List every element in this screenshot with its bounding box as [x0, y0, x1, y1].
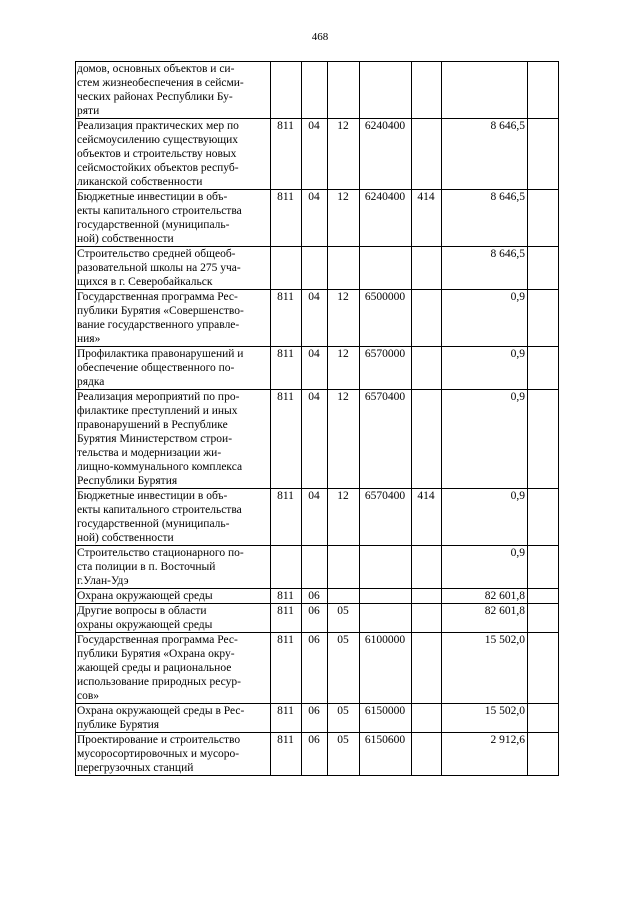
extra-cell: [528, 62, 559, 119]
extra-cell: [528, 247, 559, 290]
grbs-code-cell: [271, 290, 302, 347]
amount-cell: [442, 247, 528, 290]
item-name-cell: [76, 247, 271, 290]
amount-text: 15 502,0: [484, 705, 525, 717]
amount-cell: [442, 704, 528, 733]
subsection-code-cell: [328, 347, 360, 390]
subsection-code-cell: [328, 589, 360, 604]
amount-text: 8 646,5: [490, 248, 525, 260]
grbs-code-text: 811: [277, 490, 294, 502]
expense-type-cell: [412, 390, 442, 489]
grbs-code-cell: [271, 546, 302, 589]
table-row: [76, 633, 559, 704]
subsection-code-text: 12: [337, 348, 349, 360]
amount-cell: [442, 290, 528, 347]
subsection-code-text: 05: [337, 634, 349, 646]
subsection-code-cell: [328, 489, 360, 546]
section-code-cell: [302, 633, 328, 704]
extra-cell: [528, 604, 559, 633]
target-article-text: 6570000: [364, 348, 406, 360]
expense-type-cell: [412, 347, 442, 390]
extra-cell: [528, 733, 559, 776]
section-code-text: 06: [308, 705, 320, 717]
target-article-text: 6100000: [364, 634, 406, 646]
grbs-code-cell: [271, 119, 302, 190]
table-row: [76, 390, 559, 489]
target-article-text: 6500000: [364, 291, 406, 303]
table-row: [76, 589, 559, 604]
item-name-cell: [76, 290, 271, 347]
subsection-code-text: 05: [337, 734, 349, 746]
item-name-text: Другие вопросы в области охраны окружающей среды: [77, 605, 213, 631]
subsection-code-cell: [328, 704, 360, 733]
grbs-code-text: 811: [277, 391, 294, 403]
amount-text: 82 601,8: [484, 590, 525, 602]
section-code-text: 04: [308, 120, 320, 132]
item-name-cell: [76, 546, 271, 589]
target-article-text: 6240400: [364, 120, 406, 132]
table-row: [76, 704, 559, 733]
grbs-code-cell: [271, 633, 302, 704]
amount-text: 0,9: [510, 391, 525, 403]
item-name-text: Бюджетные инвестиции в объ- екты капитального строительства государственной (муниципаль- ной) собственности: [77, 490, 242, 544]
subsection-code-cell: [328, 62, 360, 119]
amount-cell: [442, 589, 528, 604]
section-code-cell: [302, 347, 328, 390]
item-name-cell: [76, 704, 271, 733]
grbs-code-cell: [271, 190, 302, 247]
section-code-text: 06: [308, 734, 320, 746]
item-name-cell: [76, 390, 271, 489]
amount-text: 8 646,5: [490, 191, 525, 203]
grbs-code-text: 811: [277, 734, 294, 746]
extra-cell: [528, 633, 559, 704]
subsection-code-cell: [328, 290, 360, 347]
table-row: [76, 347, 559, 390]
item-name-text: Профилактика правонарушений и обеспечение общественного по- рядка: [77, 348, 244, 388]
subsection-code-cell: [328, 190, 360, 247]
amount-cell: [442, 546, 528, 589]
item-name-cell: [76, 604, 271, 633]
section-code-text: 06: [308, 590, 320, 602]
section-code-cell: [302, 390, 328, 489]
section-code-cell: [302, 290, 328, 347]
amount-text: 2 912,6: [490, 734, 525, 746]
subsection-code-text: 12: [337, 120, 349, 132]
subsection-code-cell: [328, 733, 360, 776]
subsection-code-cell: [328, 546, 360, 589]
target-article-text: 6570400: [364, 490, 406, 502]
grbs-code-text: 811: [277, 634, 294, 646]
grbs-code-text: 811: [277, 705, 294, 717]
section-code-text: 04: [308, 191, 320, 203]
item-name-text: Реализация практических мер по сейсмоусилению существующих объектов и строительству новых сейсмостойких объектов респуб- ликанской собственности: [77, 120, 239, 188]
target-article-text: 6150000: [364, 705, 406, 717]
target-article-cell: [360, 546, 412, 589]
item-name-text: домов, основных объектов и си- стем жизнеобеспечения в сейсми- ческих районах Республики Бу- ряти: [77, 63, 244, 117]
expense-type-cell: [412, 290, 442, 347]
amount-text: 15 502,0: [484, 634, 525, 646]
section-code-cell: [302, 604, 328, 633]
grbs-code-cell: [271, 347, 302, 390]
amount-cell: [442, 733, 528, 776]
section-code-cell: [302, 247, 328, 290]
section-code-text: 04: [308, 348, 320, 360]
budget-table: [75, 61, 559, 776]
target-article-cell: [360, 733, 412, 776]
target-article-cell: [360, 489, 412, 546]
section-code-text: 06: [308, 605, 320, 617]
expense-type-cell: [412, 546, 442, 589]
table-row: [76, 546, 559, 589]
extra-cell: [528, 290, 559, 347]
section-code-cell: [302, 119, 328, 190]
expense-type-cell: [412, 119, 442, 190]
item-name-text: Строительство средней общеоб- разовательной школы на 275 уча- щихся в г. Северобайкальск: [77, 248, 241, 288]
grbs-code-cell: [271, 604, 302, 633]
grbs-code-text: 811: [277, 605, 294, 617]
extra-cell: [528, 704, 559, 733]
section-code-cell: [302, 62, 328, 119]
item-name-text: Проектирование и строительство мусоросортировочных и мусоро- перегрузочных станций: [77, 734, 241, 774]
expense-type-cell: [412, 604, 442, 633]
section-code-text: 04: [308, 291, 320, 303]
page-number: 468: [311, 31, 329, 43]
item-name-cell: [76, 190, 271, 247]
amount-text: 0,9: [510, 291, 525, 303]
grbs-code-text: 811: [277, 291, 294, 303]
item-name-cell: [76, 62, 271, 119]
target-article-cell: [360, 347, 412, 390]
section-code-cell: [302, 190, 328, 247]
expense-type-cell: [412, 62, 442, 119]
amount-cell: [442, 604, 528, 633]
table-row: [76, 247, 559, 290]
subsection-code-cell: [328, 119, 360, 190]
item-name-cell: [76, 589, 271, 604]
expense-type-text: 414: [417, 490, 435, 502]
table-row: [76, 733, 559, 776]
target-article-cell: [360, 190, 412, 247]
subsection-code-text: 12: [337, 391, 349, 403]
amount-text: 0,9: [510, 547, 525, 559]
subsection-code-text: 12: [337, 291, 349, 303]
grbs-code-text: 811: [277, 348, 294, 360]
amount-cell: [442, 633, 528, 704]
item-name-cell: [76, 119, 271, 190]
target-article-cell: [360, 62, 412, 119]
target-article-cell: [360, 290, 412, 347]
amount-text: 0,9: [510, 490, 525, 502]
grbs-code-cell: [271, 247, 302, 290]
item-name-text: Государственная программа Рес- публики Бурятия «Совершенство- вание государственного управле- ния»: [77, 291, 244, 345]
subsection-code-cell: [328, 633, 360, 704]
section-code-cell: [302, 546, 328, 589]
section-code-cell: [302, 489, 328, 546]
target-article-cell: [360, 633, 412, 704]
table-body: [76, 62, 559, 776]
item-name-text: Строительство стационарного по- ста полиции в п. Восточный г.Улан-Удэ: [77, 547, 244, 587]
amount-text: 8 646,5: [490, 120, 525, 132]
expense-type-text: 414: [417, 191, 435, 203]
amount-cell: [442, 190, 528, 247]
target-article-cell: [360, 119, 412, 190]
target-article-cell: [360, 604, 412, 633]
grbs-code-text: 811: [277, 191, 294, 203]
amount-cell: [442, 119, 528, 190]
extra-cell: [528, 390, 559, 489]
amount-text: 82 601,8: [484, 605, 525, 617]
table-row: [76, 119, 559, 190]
subsection-code-cell: [328, 604, 360, 633]
table-row: [76, 62, 559, 119]
amount-cell: [442, 62, 528, 119]
item-name-text: Реализация мероприятий по про- филактике преступлений и иных правонарушений в Республике Бурятия Министерством строи- тельства и модернизации жи- лищно-коммунального комплекса Республики Бурятия: [77, 391, 243, 487]
grbs-code-text: 811: [277, 590, 294, 602]
extra-cell: [528, 347, 559, 390]
subsection-code-text: 05: [337, 605, 349, 617]
item-name-text: Охрана окружающей среды в Рес- публике Бурятия: [77, 705, 245, 731]
section-code-cell: [302, 589, 328, 604]
expense-type-cell: [412, 633, 442, 704]
grbs-code-text: 811: [277, 120, 294, 132]
subsection-code-text: 12: [337, 191, 349, 203]
target-article-text: 6150600: [364, 734, 406, 746]
extra-cell: [528, 190, 559, 247]
item-name-cell: [76, 633, 271, 704]
item-name-text: Государственная программа Рес- публики Бурятия «Охрана окру- жающей среды и рациональное использование природных ресур- сов»: [77, 634, 241, 702]
extra-cell: [528, 589, 559, 604]
amount-cell: [442, 390, 528, 489]
grbs-code-cell: [271, 489, 302, 546]
grbs-code-cell: [271, 62, 302, 119]
target-article-text: 6240400: [364, 191, 406, 203]
item-name-cell: [76, 733, 271, 776]
expense-type-cell: [412, 733, 442, 776]
extra-cell: [528, 489, 559, 546]
section-code-cell: [302, 733, 328, 776]
expense-type-cell: [412, 247, 442, 290]
grbs-code-cell: [271, 733, 302, 776]
extra-cell: [528, 119, 559, 190]
table-row: [76, 290, 559, 347]
item-name-text: Бюджетные инвестиции в объ- екты капитального строительства государственной (муниципаль- ной) собственности: [77, 191, 242, 245]
section-code-text: 04: [308, 490, 320, 502]
subsection-code-text: 12: [337, 490, 349, 502]
subsection-code-cell: [328, 247, 360, 290]
grbs-code-cell: [271, 589, 302, 604]
subsection-code-text: 05: [337, 705, 349, 717]
target-article-cell: [360, 704, 412, 733]
grbs-code-cell: [271, 704, 302, 733]
target-article-text: 6570400: [364, 391, 406, 403]
item-name-cell: [76, 489, 271, 546]
section-code-text: 06: [308, 634, 320, 646]
section-code-text: 04: [308, 391, 320, 403]
table-row: [76, 604, 559, 633]
expense-type-cell: [412, 190, 442, 247]
section-code-cell: [302, 704, 328, 733]
target-article-cell: [360, 247, 412, 290]
amount-cell: [442, 347, 528, 390]
expense-type-cell: [412, 589, 442, 604]
subsection-code-cell: [328, 390, 360, 489]
target-article-cell: [360, 390, 412, 489]
grbs-code-cell: [271, 390, 302, 489]
expense-type-cell: [412, 489, 442, 546]
table-row: [76, 190, 559, 247]
item-name-text: Охрана окружающей среды: [77, 590, 213, 602]
amount-cell: [442, 489, 528, 546]
expense-type-cell: [412, 704, 442, 733]
amount-text: 0,9: [510, 348, 525, 360]
target-article-cell: [360, 589, 412, 604]
table-row: [76, 489, 559, 546]
item-name-cell: [76, 347, 271, 390]
extra-cell: [528, 546, 559, 589]
